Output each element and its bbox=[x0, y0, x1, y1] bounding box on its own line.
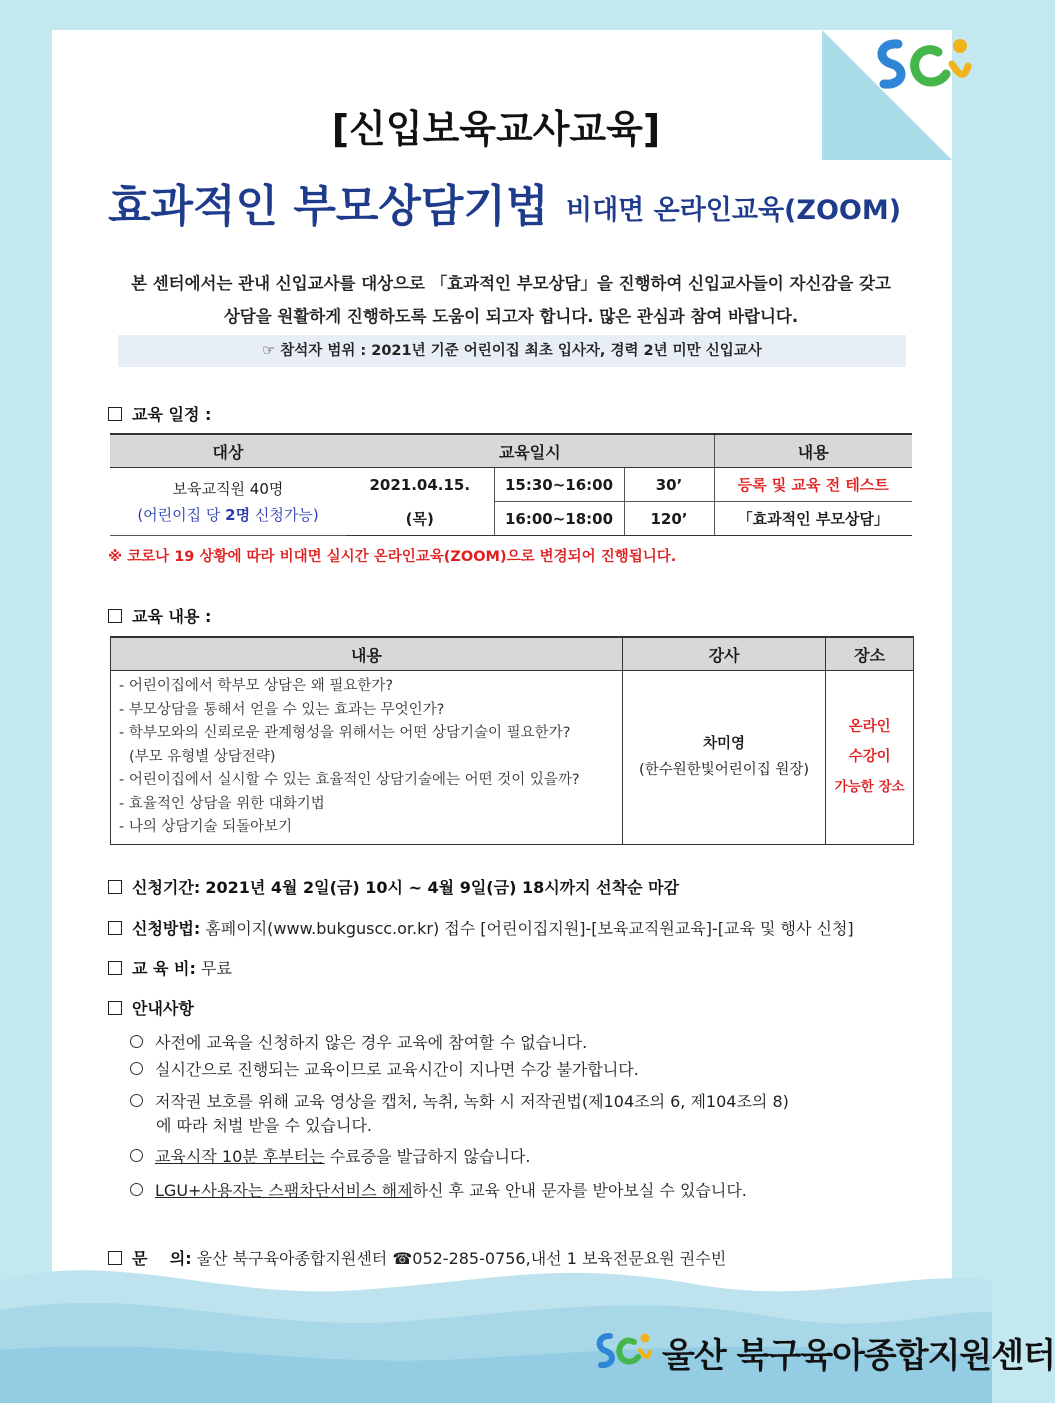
schedule-time-1: 15:30~16:00 bbox=[494, 468, 624, 502]
place-line-2: 수강이 bbox=[848, 749, 891, 766]
notice-text-5-rest: 하신 후 교육 안내 문자를 받아보실 수 있습니다. bbox=[412, 1181, 747, 1200]
place-line-3: 가능한 장소 bbox=[834, 779, 905, 796]
checkbox-square-icon bbox=[108, 407, 122, 421]
checkbox-square-icon bbox=[108, 1001, 122, 1015]
schedule-heading bbox=[108, 402, 211, 425]
circle-bullet-icon bbox=[130, 1035, 143, 1048]
intro-line-1: 본 센터에서는 관내 신입교사를 대상으로 「효과적인 부모상담」을 진행하여 신입교사들이 자신감을 갖고 bbox=[131, 274, 891, 293]
target-line-1: 보육교직원 40명 bbox=[172, 479, 284, 498]
notice-item-4 bbox=[130, 1145, 916, 1169]
content-body-row bbox=[111, 671, 914, 845]
schedule-header-content: 내용 bbox=[714, 434, 912, 468]
content-heading-text: 교육 내용 : bbox=[132, 607, 212, 626]
notice-text-1: 사전에 교육을 신청하지 않은 경우 교육에 참여할 수 없습니다. bbox=[155, 1033, 588, 1052]
target-range-box: ☞ 참석자 범위 : 2021년 기준 어린이집 최초 입사자, 경력 2년 미만 신입교사 bbox=[118, 335, 906, 367]
contact-value: 울산 북구육아종합지원센터 ☎052-285-0756,내선 1 보육전문요원 권수빈 bbox=[196, 1249, 727, 1268]
notice-item-5 bbox=[130, 1179, 916, 1203]
checkbox-square-icon bbox=[108, 880, 122, 894]
notice-text-2: 실시간으로 진행되는 교육이므로 교육시간이 지나면 수강 불가합니다. bbox=[155, 1060, 639, 1079]
content-heading bbox=[108, 604, 211, 627]
circle-bullet-icon bbox=[130, 1094, 143, 1107]
content-header-content: 내용 bbox=[111, 637, 623, 671]
instructor-name: 차미영 bbox=[703, 736, 746, 753]
application-method bbox=[108, 916, 854, 939]
notice-item-3 bbox=[130, 1090, 916, 1138]
schedule-table bbox=[110, 433, 912, 536]
method-label: 신청방법: bbox=[132, 919, 201, 938]
intro-line-2: 상담을 원활하게 진행하도록 도움이 되고자 합니다. 많은 관심과 참여 바랍니다. bbox=[223, 307, 799, 326]
checkbox-square-icon bbox=[108, 921, 122, 935]
schedule-header-row bbox=[110, 434, 912, 468]
period-label: 신청기간: bbox=[132, 878, 201, 897]
schedule-weekday: (목) bbox=[346, 502, 494, 536]
schedule-row-1 bbox=[110, 468, 912, 502]
content-table bbox=[110, 636, 914, 845]
instructor-org: (한수원한빛어린이집 원장) bbox=[639, 762, 810, 779]
content-topic-list bbox=[111, 671, 623, 845]
notice-label: 안내사항 bbox=[132, 999, 194, 1018]
fee-value: 무료 bbox=[201, 959, 232, 978]
place-cell bbox=[826, 671, 914, 845]
header-bracket-title: [신입보육교사교육] bbox=[331, 107, 661, 151]
circle-bullet-icon bbox=[130, 1062, 143, 1075]
schedule-date: 2021.04.15. bbox=[369, 475, 471, 494]
target-line-2-post: 신청가능) bbox=[250, 505, 319, 524]
topic-item: - 부모상담을 통해서 얻을 수 있는 효과는 무엇인가? bbox=[119, 701, 445, 718]
schedule-time-2: 16:00~18:00 bbox=[494, 502, 624, 536]
schedule-duration-1: 30’ bbox=[624, 468, 714, 502]
checkbox-square-icon bbox=[108, 961, 122, 975]
sub-title: 비대면 온라인교육(ZOOM) bbox=[566, 195, 902, 226]
period-value: 2021년 4월 2일(금) 10시 ~ 4월 9일(금) 18시까지 선착순 마감 bbox=[205, 878, 680, 897]
application-period bbox=[108, 875, 679, 898]
target-line-2-pre: (어린이집 당 bbox=[137, 505, 226, 524]
center-logo-icon bbox=[868, 30, 978, 100]
instructor-cell bbox=[622, 671, 825, 845]
checkbox-square-icon bbox=[108, 1251, 122, 1265]
notice-text-3a: 저작권 보호를 위해 교육 영상을 캡처, 녹취, 녹화 시 저작권법(제104조의 6, 제104조의 8) bbox=[155, 1092, 789, 1111]
content-header-instructor: 강사 bbox=[622, 637, 825, 671]
education-fee bbox=[108, 956, 232, 979]
schedule-heading-text: 교육 일정 : bbox=[132, 405, 212, 424]
checkbox-square-icon bbox=[108, 609, 122, 623]
notice-text-3b: 에 따라 처벌 받을 수 있습니다. bbox=[156, 1116, 372, 1135]
notice-heading bbox=[108, 996, 194, 1019]
topic-item: (부모 유형별 상담전략) bbox=[129, 748, 276, 765]
method-value: 홈페이지(www.bukguscc.or.kr) 접수 [어린이집지원]-[보육교직원교육]-[교육 및 행사 신청] bbox=[205, 919, 854, 938]
contact-label: 문 의: bbox=[132, 1249, 192, 1268]
covid-note: ※ 코로나 19 상황에 따라 비대면 실시간 온라인교육(ZOOM)으로 변경되어 진행됩니다. bbox=[108, 549, 677, 565]
footer-logo-icon bbox=[592, 1328, 654, 1378]
content-header-row bbox=[111, 637, 914, 671]
place-line-1: 온라인 bbox=[848, 719, 891, 736]
schedule-content-1: 등록 및 교육 전 테스트 bbox=[714, 468, 912, 502]
schedule-target-cell bbox=[110, 468, 346, 536]
content-header-place: 장소 bbox=[826, 637, 914, 671]
notice-item-2 bbox=[130, 1058, 916, 1082]
topic-item: - 어린이집에서 실시할 수 있는 효율적인 상담기술에는 어떤 것이 있을까? bbox=[119, 772, 580, 788]
schedule-header-datetime: 교육일시 bbox=[346, 434, 714, 468]
circle-bullet-icon bbox=[130, 1183, 143, 1196]
topic-item: - 효율적인 상담을 위한 대화기법 bbox=[119, 795, 325, 812]
fee-label: 교 육 비: bbox=[132, 959, 196, 978]
circle-bullet-icon bbox=[130, 1149, 143, 1162]
intro-text bbox=[108, 267, 914, 333]
notice-text-5-underlined: LGU+사용자는 스팸차단서비스 해제 bbox=[155, 1181, 413, 1200]
target-line-2-bold: 2명 bbox=[225, 505, 251, 524]
topic-item: - 나의 상담기술 되돌아보기 bbox=[119, 819, 293, 835]
footer-org-name: 울산 북구육아종합지원센터 bbox=[662, 1336, 1055, 1376]
notice-text-4-rest: 수료증을 발급하지 않습니다. bbox=[324, 1147, 531, 1166]
topic-item: - 학부모와의 신뢰로운 관계형성을 위해서는 어떤 상담기술이 필요한가? bbox=[119, 725, 571, 741]
notice-text-4-underlined: 교육시작 10분 후부터는 bbox=[155, 1147, 325, 1166]
main-title: 효과적인 부모상담기법 bbox=[108, 181, 549, 232]
target-line-2 bbox=[111, 502, 345, 528]
schedule-content-2: 「효과적인 부모상담」 bbox=[714, 502, 912, 536]
schedule-header-target: 대상 bbox=[110, 434, 346, 468]
schedule-duration-2: 120’ bbox=[624, 502, 714, 536]
topic-item: - 어린이집에서 학부모 상담은 왜 필요한가? bbox=[119, 678, 394, 694]
notice-item-1 bbox=[130, 1031, 916, 1055]
contact-line bbox=[108, 1246, 726, 1269]
